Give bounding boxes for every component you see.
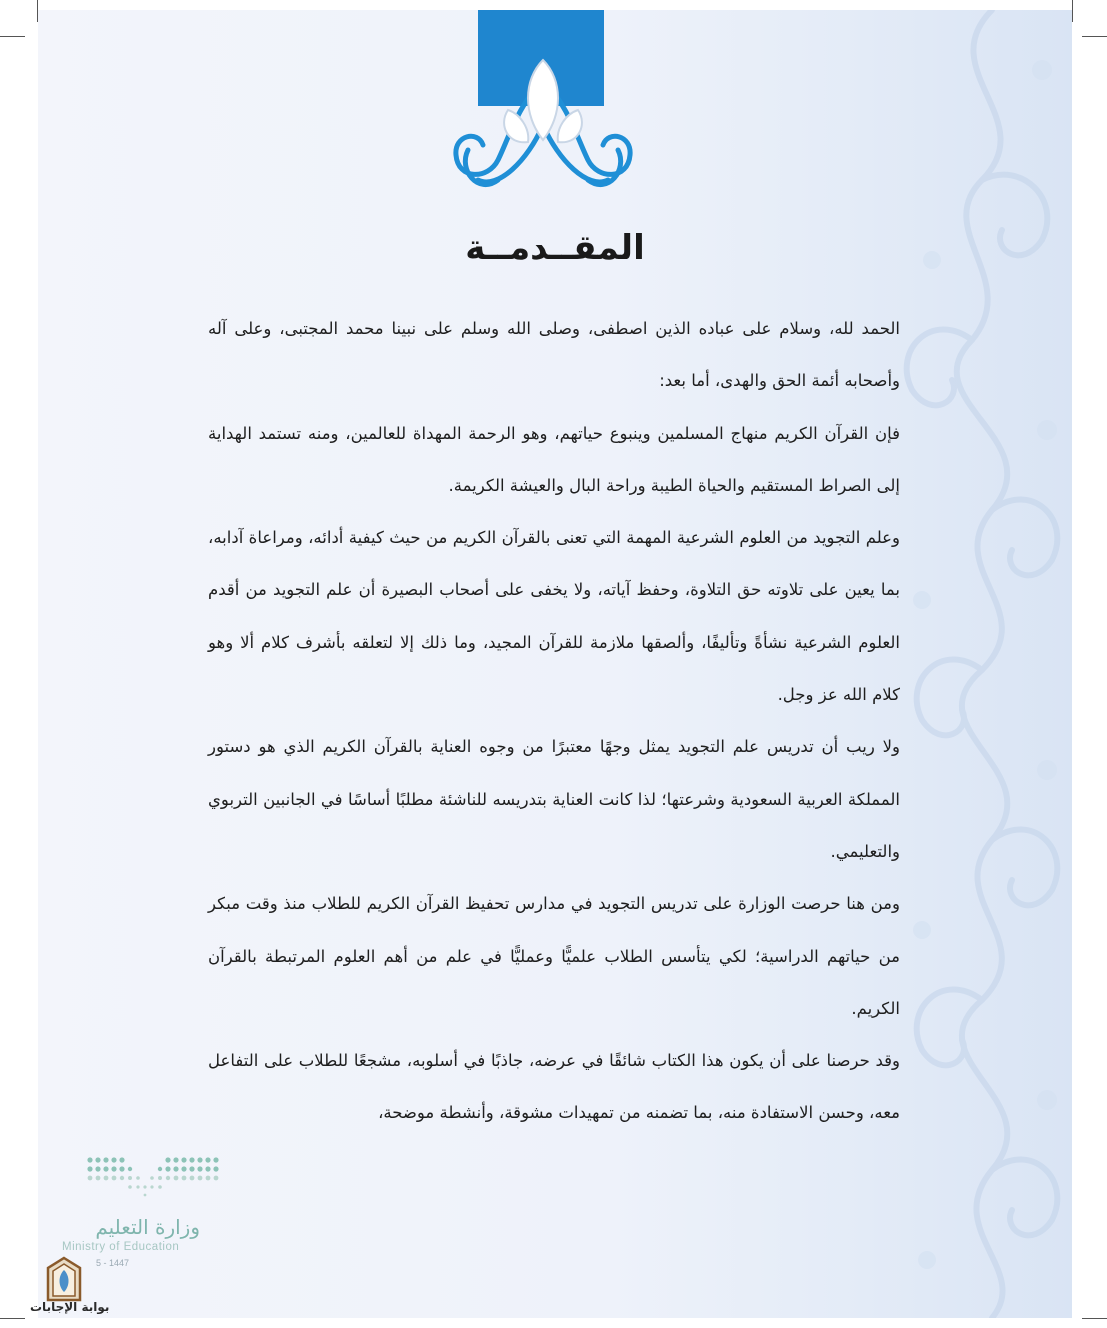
page-title: المقــدمــة bbox=[465, 228, 645, 268]
crop-mark bbox=[0, 1318, 25, 1319]
paragraph: وقد حرصنا على أن يكون هذا الكتاب شائقًا في عرضه، جاذبًا في أسلوبه، مشجعًا للطلاب على التفاعل معه، وحسن الاستفادة منه، بما تضمنه من تمهيدات مشوقة، وأنشطة موضحة، bbox=[208, 1051, 900, 1123]
chapter-emblem-icon bbox=[438, 30, 648, 200]
ministry-year: 5 - 1447 bbox=[96, 1258, 130, 1268]
book-page bbox=[38, 10, 1072, 1318]
paragraph: وعلم التجويد من العلوم الشرعية المهمة التي تعنى بالقرآن الكريم من حيث كيفية أدائه، ومراعاة آدابه، بما يعين على تلاوته حق التلاوة، وحفظ آياته، ولا يخفى على أصحاب البصيرة أن علم التجويد من أقدم العلوم الشرعية نشأةً وتأليفًا، وألصقها ملازمة للقرآن المجيد، وما ذلك إلا لتعلقه بأشرف كلام ألا وهو كلام الله عز وجل. bbox=[208, 528, 900, 705]
paragraph: ولا ريب أن تدريس علم التجويد يمثل وجهًا معتبرًا من وجوه العناية بالقرآن الكريم الذي هو دستور المملكة العربية السعودية وشرعتها؛ لذا كانت العناية بتدريسه للناشئة مطلبًا أساسًا في الجانبين التربوي والتعليمي. bbox=[208, 737, 900, 861]
paragraph: ومن هنا حرصت الوزارة على تدريس التجويد في مدارس تحفيظ القرآن الكريم للطلاب منذ وقت مبكر من حياتهم الدراسية؛ لكي يتأسس الطلاب علميًّا وعمليًّا في علم من أهم العلوم المرتبطة بالقرآن الكريم. bbox=[208, 894, 900, 1018]
crop-mark bbox=[0, 36, 25, 37]
crop-mark bbox=[1082, 36, 1107, 37]
ministry-name-english: Ministry of Education bbox=[62, 1241, 180, 1253]
crop-mark bbox=[1082, 1318, 1107, 1319]
watermark-label: بوابة الإجابات bbox=[30, 1300, 110, 1314]
ministry-logo-icon bbox=[60, 1150, 230, 1210]
floral-ornament-decoration bbox=[872, 10, 1072, 1318]
ministry-name-arabic: وزارة التعليم bbox=[95, 1215, 200, 1239]
introduction-text bbox=[208, 303, 900, 1140]
watermark-logo-icon bbox=[44, 1256, 84, 1302]
paragraph: الحمد لله، وسلام على عباده الذين اصطفى، وصلى الله وسلم على نبينا محمد المجتبى، وعلى آله وأصحابه أئمة الحق والهدى، أما بعد: bbox=[208, 319, 900, 391]
crop-mark bbox=[1072, 0, 1073, 22]
paragraph: فإن القرآن الكريم منهاج المسلمين وينبوع حياتهم، وهو الرحمة المهداة للعالمين، ومنه تستمد الهداية إلى الصراط المستقيم والحياة الطيبة وراحة البال والعيشة الكريمة. bbox=[208, 423, 900, 495]
